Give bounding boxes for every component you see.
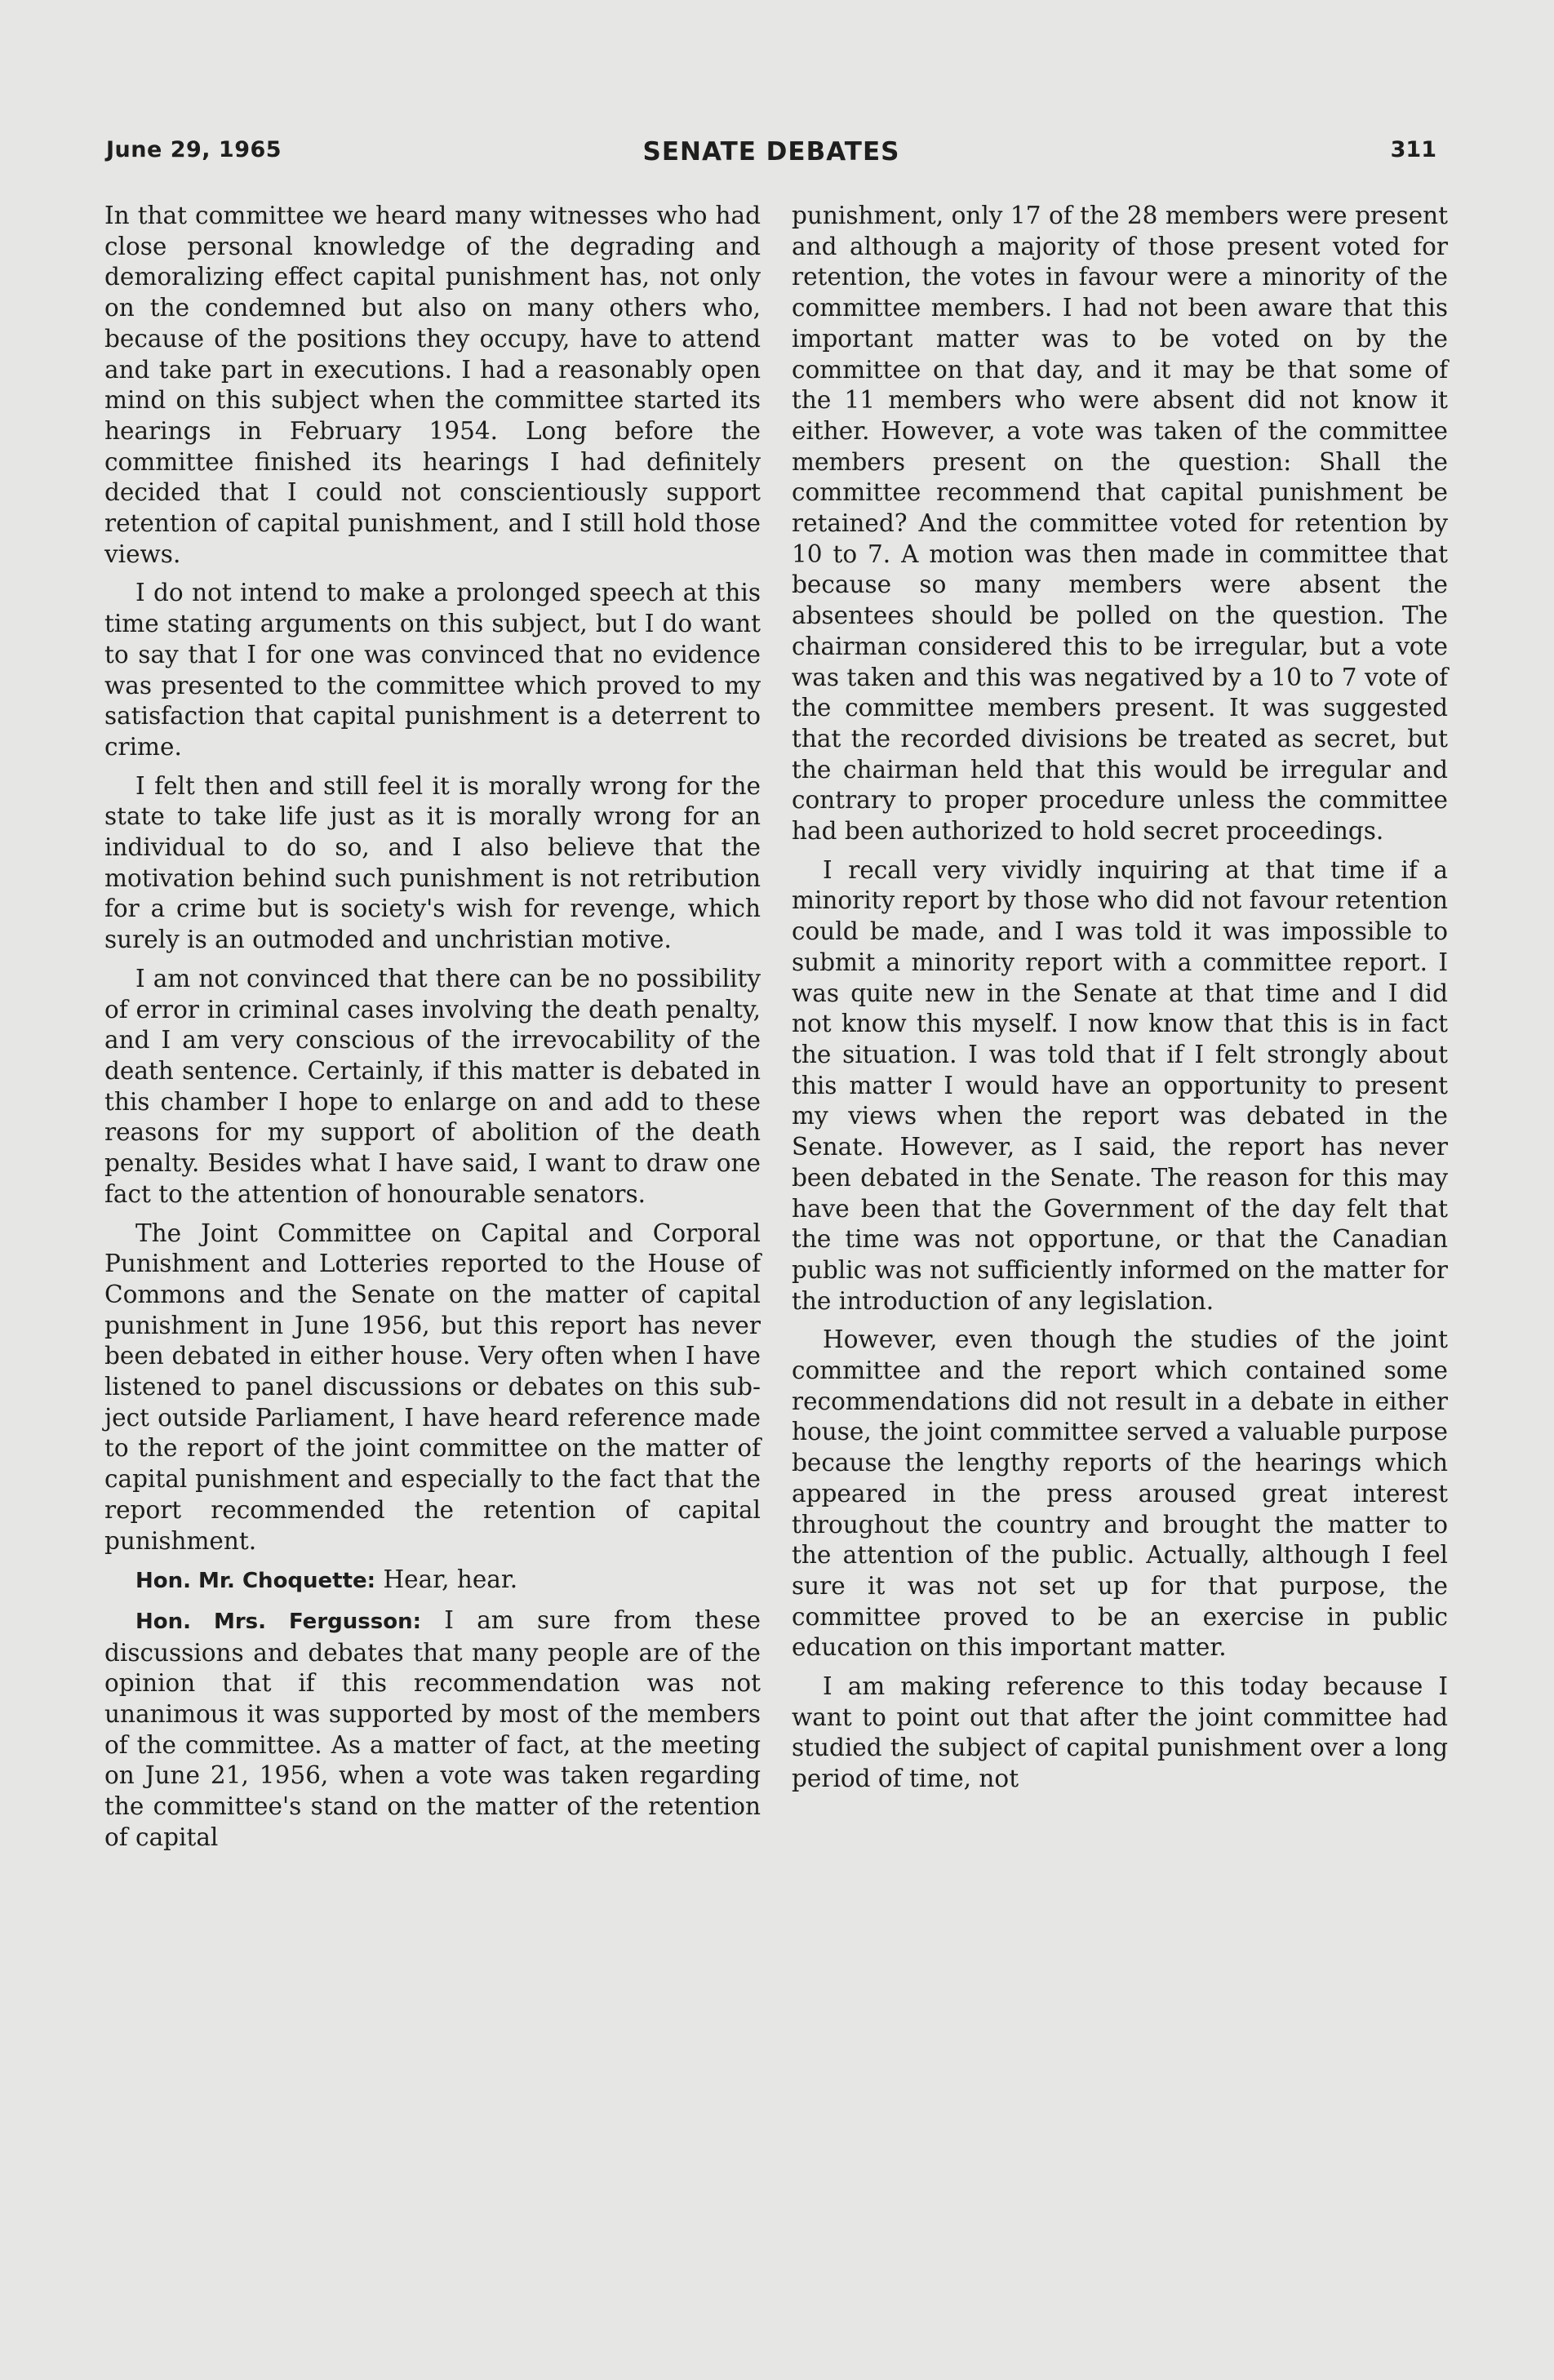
paragraph: I do not intend to make a prolonged speech at this time stating arguments on this subject, but I do want to say that I for one was convinced that no evidence was presented to the committee which proved to my satisfaction that capital punishment is a deterrent to crime. <box>104 579 761 761</box>
paragraph: In that committee we heard many witnesses who had close personal knowledge of the degrading and demoralizing effect capital punishment has, not only on the condemned but also on many others who, because of the positions they occupy, have to attend and take part in executions. I had a reasonably open mind on this subject when the committee started its hearings in February 1954. Long before the committee finished its hearings I had definitely decided that I could not conscientiously support retention of capital punishment, and I still hold those views. <box>104 202 761 568</box>
paragraph: I am not convinced that there can be no possibility of error in criminal cases involving the death penalty, and I am very conscious of the irrevocability of the death sentence. Certainly, if this matter is debated in this chamber I hope to enlarge on and add to these reasons for my support of abolition of the death penalty. Besides what I have said, I want to draw one fact to the attention of honourable senators. <box>104 964 761 1208</box>
left-column <box>104 201 761 1862</box>
page-header <box>106 137 1436 173</box>
speech-paragraph <box>104 1565 761 1597</box>
paragraph: I felt then and still feel it is morally wrong for the state to take life just as it is morally wrong for an individual to do so, and I also believe that the motivation behind such punishment is not retribution for a crime but is society's wish for revenge, which surely is an outmoded and unchristian motive. <box>104 771 761 954</box>
right-column <box>792 201 1448 1803</box>
header-title: SENATE DEBATES <box>642 137 900 167</box>
speech-paragraph <box>104 1605 761 1854</box>
speech-text: I am sure from these discussions and debates that many people are of the opinion that if this recommendation was not unanimous it was supported by most of the members of the committee. As a matter of fact, at the meeting on June 21, 1956, when a vote was taken regarding the committee's stand on the matter of the retention of capital <box>104 1605 761 1851</box>
paragraph: punishment, only 17 of the 28 members were present and although a majority of those present voted for retention, the votes in favour were a minority of the committee members. I had not been aware that this important matter was to be voted on by the committee on that day, and it may be that some of the 11 members who were absent did not know it either. However, a vote was taken of the committee members present on the question: Shall the committee recommend that capital punishment be retained? And the committee voted for retention by 10 to 7. A motion was then made in committee that because so many members were absent the absentees should be polled on the question. The chairman considered this to be irregular, but a vote was taken and this was negatived by a 10 to 7 vote of the committee members present. It was suggested that the recorded divisions be treated as secret, but the chairman held that this would be irregular and contrary to proper procedure unless the committee had been authorized to hold secret proceedings. <box>792 202 1448 846</box>
speech-text: Hear, hear. <box>375 1565 518 1594</box>
paragraph: I am making reference to this today because I want to point out that after the joint committee had studied the subject of capital punishment over a long period of time, not <box>792 1672 1448 1793</box>
paragraph: The Joint Committee on Capital and Corporal Punishment and Lotteries reported to the House of Commons and the Senate on the matter of capital punishment in June 1956, but this report has never been debated in either house. Very often when I have listened to panel discussions or debates on this subject outside Parliament, I have heard reference made to the report of the joint committee on the matter of capital punishment and especially to the fact that the report recommended the retention of capital punishment. <box>104 1219 761 1555</box>
header-date: June 29, 1965 <box>106 137 282 162</box>
paragraph: I recall very vividly inquiring at that time if a minority report by those who did not favour retention could be made, and I was told it was impossible to submit a minority report with a committee report. I was quite new in the Senate at that time and I did not know this myself. I now know that this is in fact the situation. I was told that if I felt strongly about this matter I would have an opportunity to present my views when the report was debated in the Senate. However, as I said, the report has never been debated in the Senate. The reason for this may have been that the Government of the day felt that the time was not opportune, or that the Canadian public was not sufficiently informed on the matter for the introduction of any legislation. <box>792 855 1448 1315</box>
paragraph: However, even though the studies of the joint committee and the report which contained some recommendations did not result in a debate in either house, the joint committee served a valuable purpose because the lengthy reports of the hearings which appeared in the press aroused great interest throughout the country and brought the matter to the attention of the public. Actually, although I feel sure it was not set up for that purpose, the committee proved to be an exercise in public education on this important matter. <box>792 1325 1448 1662</box>
speaker-name: Hon. Mr. Choquette: <box>135 1569 376 1594</box>
speaker-name: Hon. Mrs. Fergusson: <box>135 1609 421 1634</box>
page-number: 311 <box>1390 137 1436 162</box>
